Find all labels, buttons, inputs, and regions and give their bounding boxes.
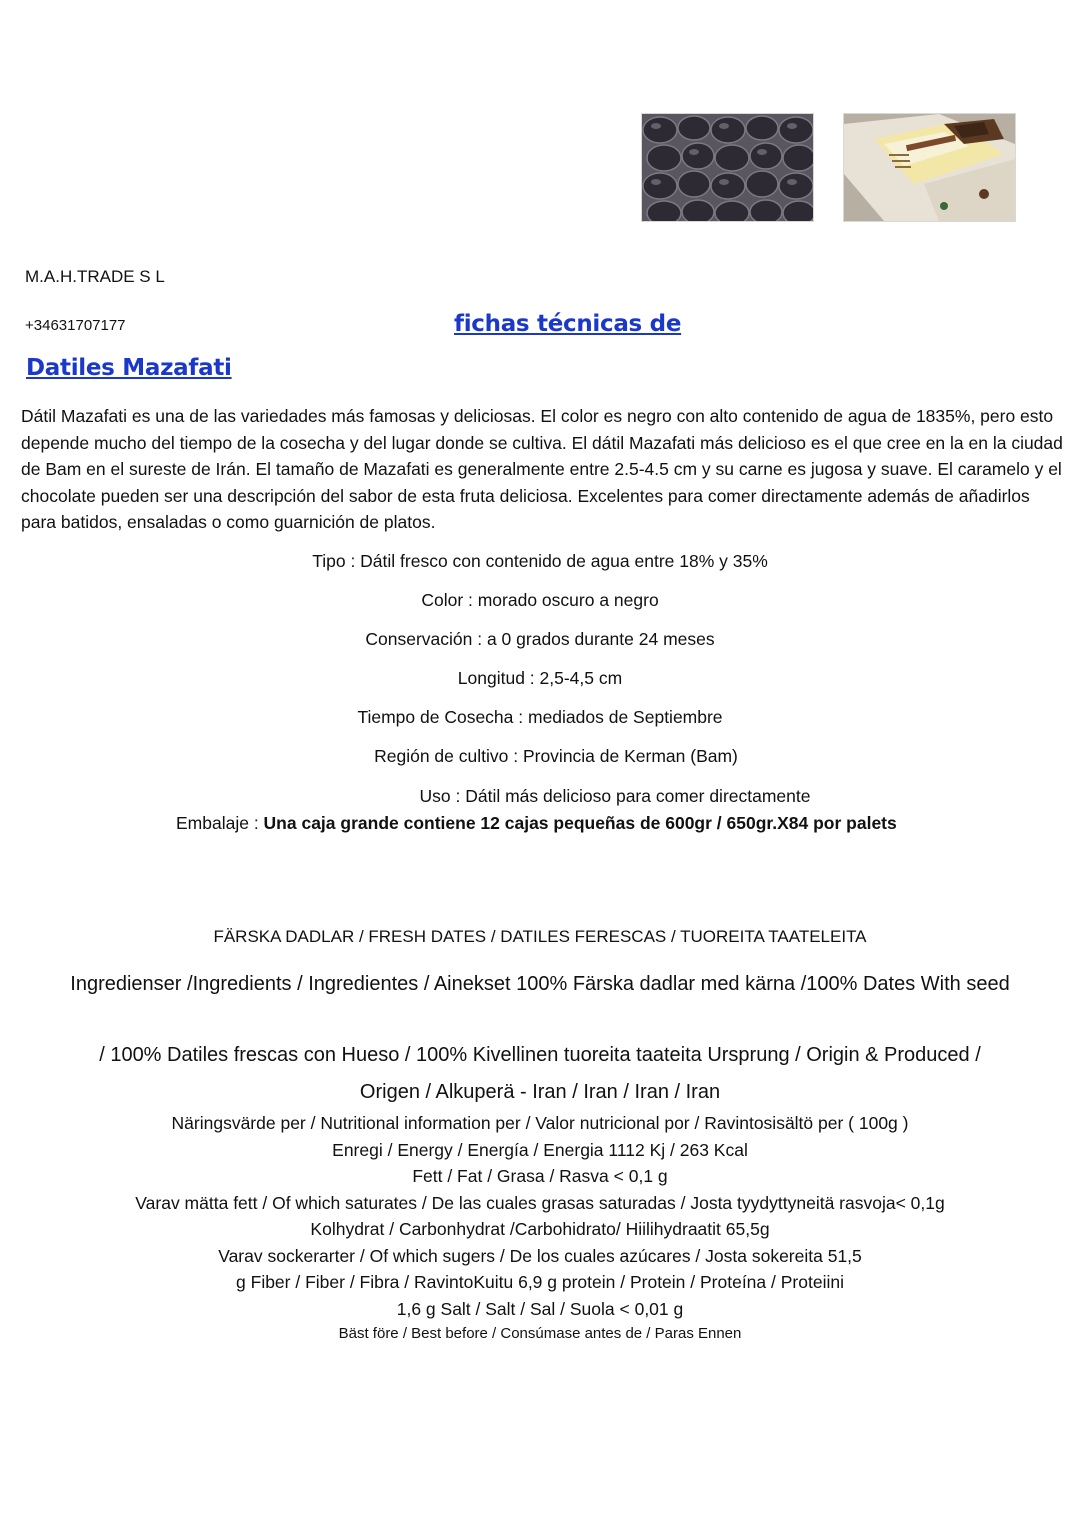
nutrition-line: Kolhydrat / Carbonhydrat /Carbohidrato/ Hiilihydraatit 65,5g: [310, 1219, 770, 1239]
page-title-line1[interactable]: fichas técnicas de: [454, 311, 682, 337]
spec-region: Región de cultivo : Provincia de Kerman (Bam): [374, 746, 738, 766]
nutrition-line: Fett / Fat / Grasa / Rasva < 0,1 g: [412, 1166, 668, 1186]
spec-longitud: Longitud : 2,5-4,5 cm: [457, 668, 623, 688]
nutrition-line: Varav mätta fett / Of which saturates / De las cuales grasas saturadas / Josta tyydyttyneitä rasvoja< 0,1g: [135, 1192, 945, 1213]
nutrition-info: [40, 1110, 1040, 1322]
spec-cosecha: Tiempo de Cosecha : mediados de Septiembre: [357, 707, 723, 727]
spec-embalaje-value: Una caja grande contiene 12 cajas pequeñas de 600gr / 650gr.X84 por palets: [263, 813, 897, 833]
page-title-line2[interactable]: Datiles Mazafati: [26, 355, 232, 381]
dates-photo: [641, 113, 814, 222]
origin-line-1: / 100% Datiles frescas con Hueso / 100% Kivellinen tuoreita taateita Ursprung / Origin & Produced /: [99, 1044, 981, 1066]
spec-embalaje-label: Embalaje :: [176, 813, 264, 833]
nutrition-line: g Fiber / Fiber / Fibra / RavintoKuitu 6,9 g protein / Protein / Proteína / Proteiini: [236, 1272, 844, 1292]
origin-line-2: Origen / Alkuperä - Iran / Iran / Iran / Iran: [359, 1081, 721, 1103]
nutrition-line: Enregi / Energy / Energía / Energia 1112 Kj / 263 Kcal: [332, 1139, 748, 1160]
nutrition-line: 1,6 g Salt / Salt / Sal / Suola < 0,01 g: [396, 1298, 684, 1319]
spec-color: Color : morado oscuro a negro: [421, 590, 659, 610]
ingredients-text: Ingredienser /Ingredients / Ingredientes / Ainekset 100% Färska dadlar med kärna /100% Dates With seed: [70, 973, 1010, 995]
best-before: Bäst före / Best before / Consúmase antes de / Paras Ennen: [338, 1325, 742, 1342]
product-description: Dátil Mazafati es una de las variedades más famosas y deliciosas. El color es negro con alto contenido de agua de 1835%, pero esto depende mucho del tiempo de la cosecha y del lugar donde se cultiva. El dátil Mazafati más delicioso es el que cree en la en la ciudad de Bam en el sureste de Irán. El tamaño de Mazafati es generalmente entre 2.5-4.5 cm y su carne es jugosa y suave. El caramelo y el chocolate pueden ser una descripción del sabor de esta fruta deliciosa. Excelentes para comer directamente además de añadirlos para batidos, ensaladas o como guarnición de platos.: [21, 406, 1063, 532]
company-name: M.A.H.TRADE S L: [25, 267, 165, 286]
dates-heading: FÄRSKA DADLAR / FRESH DATES / DATILES FERESCAS / TUOREITA TAATELEITA: [213, 927, 867, 946]
nutrition-line: Näringsvärde per / Nutritional information per / Valor nutricional por / Ravintosisältö per ( 100g ): [171, 1113, 909, 1133]
spec-embalaje: [176, 813, 897, 834]
nutrition-line: Varav sockerarter / Of which sugers / De los cuales azúcares / Josta sokereita 51,5: [218, 1245, 862, 1266]
spec-uso: Uso : Dátil más delicioso para comer directamente: [419, 786, 811, 806]
company-phone: +34631707177: [25, 317, 126, 334]
origin-text: [40, 1037, 1040, 1111]
dates-photo-icon: [642, 114, 813, 221]
box-photo-icon: [844, 114, 1015, 221]
spec-conservacion: Conservación : a 0 grados durante 24 meses: [365, 629, 715, 649]
spec-tipo: Tipo : Dátil fresco con contenido de agua entre 18% y 35%: [312, 551, 768, 571]
package-photo: [843, 113, 1016, 222]
